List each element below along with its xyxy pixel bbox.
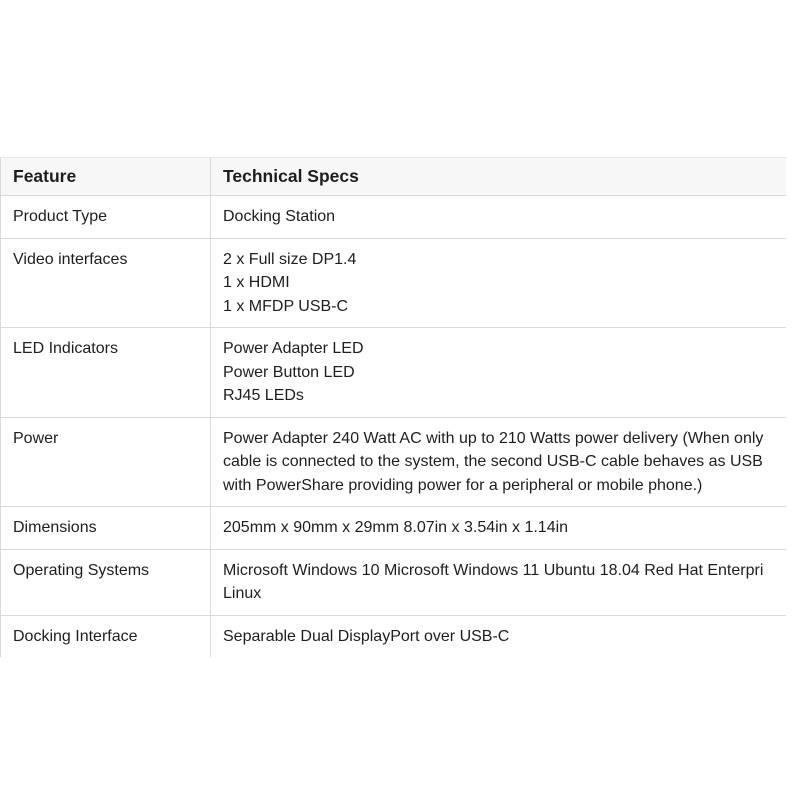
table-row — [0, 550, 786, 616]
specs-table — [0, 157, 786, 657]
specs-cell — [211, 328, 786, 417]
spec-line: Power Adapter LED — [223, 340, 364, 357]
spec-line: 1 x HDMI — [223, 274, 290, 291]
feature-cell: Video interfaces — [0, 239, 211, 328]
feature-cell: LED Indicators — [0, 328, 211, 417]
spec-line: RJ45 LEDs — [223, 387, 304, 404]
table-row — [0, 507, 786, 550]
spec-line: Docking Station — [223, 208, 336, 225]
specs-cell — [211, 196, 786, 238]
header-feature: Feature — [0, 158, 211, 195]
feature-cell: Docking Interface — [0, 616, 211, 658]
table-row — [0, 196, 786, 239]
specs-cell — [211, 550, 786, 615]
feature-cell: Operating Systems — [0, 550, 211, 615]
feature-cell: Power — [0, 418, 211, 507]
table-row — [0, 616, 786, 658]
spec-line: 1 x MFDP USB-C — [223, 297, 349, 315]
specs-cell — [211, 239, 786, 328]
spec-line: 2 x Full size DP1.4 — [223, 250, 357, 268]
spec-line: Power Button LED — [223, 363, 355, 381]
header-technical-specs: Technical Specs — [223, 166, 359, 186]
spec-line: 205mm x 90mm x 29mm 8.07in x 3.54in x 1.14in — [223, 519, 569, 536]
table-header-row — [0, 157, 786, 196]
spec-line: Power Adapter 240 Watt AC with up to 210 Watts power delivery (When only — [223, 429, 764, 447]
specs-cell — [211, 507, 786, 549]
table-row — [0, 239, 786, 329]
spec-line: with PowerShare providing power for a peripheral or mobile phone.) — [223, 476, 703, 494]
specs-cell — [211, 418, 786, 507]
table-row — [0, 328, 786, 418]
spec-line: Separable Dual DisplayPort over USB-C — [223, 627, 510, 645]
table-row — [0, 418, 786, 508]
spec-line: Linux — [223, 585, 262, 602]
feature-cell: Product Type — [0, 196, 211, 238]
spec-line: cable is connected to the system, the second USB-C cable behaves as USB — [223, 453, 763, 470]
specs-cell — [211, 616, 786, 658]
spec-line: Microsoft Windows 10 Microsoft Windows 11 Ubuntu 18.04 Red Hat Enterpri — [223, 561, 764, 579]
feature-cell: Dimensions — [0, 507, 211, 549]
